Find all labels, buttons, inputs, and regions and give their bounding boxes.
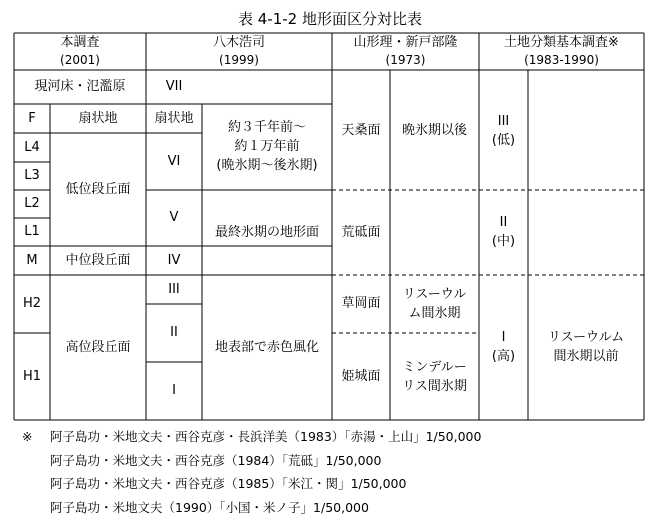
header-year: (1983-1990) — [524, 53, 599, 67]
header-yagi — [146, 33, 332, 69]
cell-high-terrace: 高位段丘面 — [65, 340, 131, 355]
cell-L2: L2 — [24, 196, 40, 211]
cell-low-terrace: 低位段丘面 — [65, 182, 131, 197]
cell-yagi-V: V — [169, 210, 179, 225]
header-year: (1973) — [385, 53, 426, 67]
header-year: (2001) — [60, 53, 100, 67]
footnote-row — [22, 425, 481, 449]
cell-yagi-VII: VII — [165, 79, 183, 94]
cell-senjochi: 扇状地 — [78, 111, 118, 126]
age-line-2: 約１万年前 — [234, 139, 300, 154]
age-line-3: (晩氷期～後氷期) — [216, 158, 318, 173]
footnote-row — [22, 472, 481, 496]
dochi-rw-line-2: 間氷期以前 — [553, 349, 619, 364]
footnote-row — [22, 496, 481, 520]
cell-L4: L4 — [24, 140, 40, 155]
cell-last-glacial: 最終氷期の地形面 — [214, 225, 319, 240]
header-tochi-bunrui — [479, 33, 644, 69]
cell-L3: L3 — [24, 168, 40, 183]
age-line-1: 約３千年前～ — [227, 120, 306, 135]
dochi-III-numeral: III — [497, 114, 510, 129]
cell-himeki: 姫城面 — [341, 369, 381, 384]
cell-M: M — [26, 253, 38, 268]
dochi-III-label: (低) — [491, 133, 516, 148]
cell-yagi-VI: VI — [167, 154, 181, 169]
header-hon-chosa — [14, 33, 146, 69]
cell-F: F — [28, 111, 36, 126]
cell-riss-wurm — [390, 285, 479, 323]
dochi-II-numeral: II — [499, 215, 508, 230]
footnote-text: 阿子島功・米地文夫（1990）「小国・米ノ子」1/50,000 — [50, 499, 369, 515]
cell-dochi-III — [479, 112, 528, 150]
cell-dochi-riss-wurm — [528, 328, 644, 366]
cell-red-weathering: 地表部で赤色風化 — [214, 340, 319, 355]
header-name: 本調査 — [60, 35, 100, 50]
header-yamagata — [332, 33, 479, 69]
cell-late-glacial: 晩氷期以後 — [401, 123, 467, 138]
cell-dochi-II — [479, 213, 528, 251]
dochi-rw-line-1: リスーウルム — [547, 330, 625, 345]
cell-yagi-III: III — [168, 282, 180, 297]
mindel-line-2: リス間氷期 — [402, 379, 467, 394]
dochi-I-numeral: I — [501, 330, 506, 345]
dochi-I-label: (高) — [491, 349, 516, 364]
riss-wurm-line-1: リスーウル — [402, 287, 467, 302]
footnote-text: 阿子島功・米地文夫・西谷克彦・長浜洋美（1983）「赤湯・上山」1/50,000 — [50, 429, 482, 444]
cell-genkasho: 現河床・氾濫原 — [34, 79, 126, 94]
cell-H2: H2 — [22, 296, 42, 311]
footnote-text: 阿子島功・米地文夫・西谷克彦（1984）「荒砥」1/50,000 — [50, 452, 382, 468]
dochi-II-label: (中) — [491, 234, 516, 249]
cell-age — [202, 118, 332, 175]
cell-dochi-I — [479, 328, 528, 366]
footnote-row — [22, 449, 481, 473]
cell-mindel-riss — [390, 358, 479, 396]
footnote-mark: ※ — [22, 429, 33, 444]
cell-arato: 荒砥面 — [341, 225, 381, 240]
cell-senjochi-yagi: 扇状地 — [154, 111, 194, 126]
cell-L1: L1 — [24, 224, 40, 239]
cell-tensoumen: 天桑面 — [341, 123, 381, 138]
header-name: 土地分類基本調査※ — [504, 35, 619, 50]
cell-yagi-I: I — [172, 383, 176, 398]
header-name: 山形理・新戸部隆 — [353, 35, 458, 50]
cell-yagi-IV: IV — [167, 253, 181, 268]
cell-yagi-II: II — [170, 325, 178, 340]
riss-wurm-line-2: ム間氷期 — [408, 306, 461, 321]
footnote-text: 阿子島功・米地文夫・西谷克彦（1985）「米江・関」1/50,000 — [50, 476, 407, 491]
cell-H1: H1 — [22, 369, 42, 384]
cell-mid-terrace: 中位段丘面 — [65, 253, 131, 268]
mindel-line-1: ミンデルー — [402, 360, 467, 375]
table-title: 表 4-1-2 地形面区分対比表 — [238, 10, 422, 28]
header-name: 八木浩司 — [212, 35, 265, 50]
header-year: (1999) — [219, 53, 259, 67]
footnotes — [22, 425, 481, 519]
cell-kusaoka: 草岡面 — [341, 296, 381, 311]
